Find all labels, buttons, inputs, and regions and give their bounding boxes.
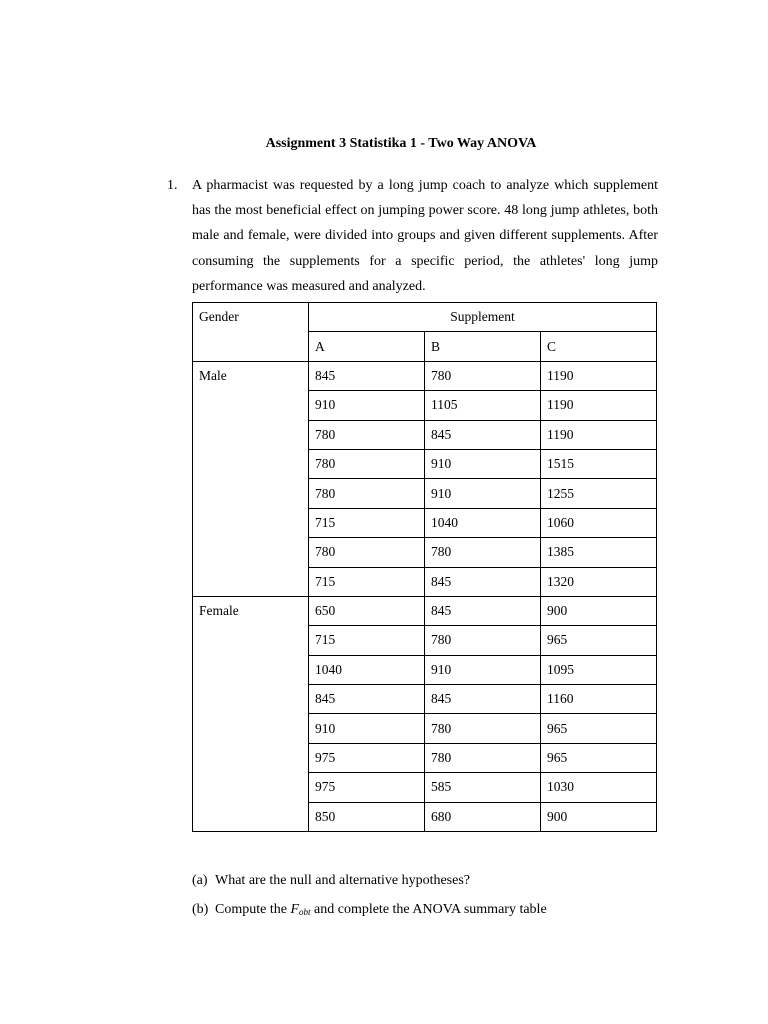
score-cell-a: 850 (309, 802, 425, 831)
score-cell-c: 900 (541, 802, 657, 831)
score-cell-c: 1095 (541, 655, 657, 684)
score-cell-a: 910 (309, 714, 425, 743)
assignment-title: Assignment 3 Statistika 1 - Two Way ANOVA (265, 136, 537, 151)
score-cell-b: 780 (425, 743, 541, 772)
score-cell-a: 715 (309, 508, 425, 537)
subquestion-b (192, 902, 547, 918)
gender-header: Gender (193, 303, 309, 362)
score-cell-a: 845 (309, 685, 425, 714)
score-cell-c: 1515 (541, 449, 657, 478)
score-cell-a: 975 (309, 773, 425, 802)
column-header-a: A (309, 332, 425, 361)
score-cell-c: 1030 (541, 773, 657, 802)
supplement-data-table (192, 302, 657, 832)
table-header-row (193, 303, 657, 332)
score-cell-b: 780 (425, 361, 541, 390)
f-symbol: F (290, 902, 299, 917)
table-body (193, 303, 657, 832)
score-cell-c: 1320 (541, 567, 657, 596)
score-cell-c: 1160 (541, 685, 657, 714)
score-cell-b: 845 (425, 567, 541, 596)
score-cell-a: 845 (309, 361, 425, 390)
table-row (193, 596, 657, 625)
score-cell-c: 1255 (541, 479, 657, 508)
score-cell-c: 1190 (541, 420, 657, 449)
supplement-header: Supplement (309, 303, 657, 332)
score-cell-b: 780 (425, 626, 541, 655)
score-cell-a: 975 (309, 743, 425, 772)
score-cell-b: 780 (425, 714, 541, 743)
score-cell-a: 780 (309, 538, 425, 567)
f-subscript: obt (299, 907, 311, 917)
score-cell-a: 910 (309, 391, 425, 420)
score-cell-c: 965 (541, 714, 657, 743)
subquestion-a-label: (a) (192, 873, 208, 888)
score-cell-c: 965 (541, 743, 657, 772)
gender-label: Male (193, 361, 309, 596)
score-cell-c: 965 (541, 626, 657, 655)
score-cell-b: 680 (425, 802, 541, 831)
column-header-b: B (425, 332, 541, 361)
score-cell-a: 715 (309, 567, 425, 596)
score-cell-b: 780 (425, 538, 541, 567)
question-number: 1. (167, 178, 178, 193)
score-cell-b: 910 (425, 479, 541, 508)
score-cell-c: 1385 (541, 538, 657, 567)
score-cell-b: 845 (425, 685, 541, 714)
subquestion-b-text-pre: Compute the (215, 902, 291, 917)
score-cell-c: 1190 (541, 361, 657, 390)
subquestion-b-text-post: and complete the ANOVA summary table (310, 902, 547, 917)
score-cell-b: 1040 (425, 508, 541, 537)
score-cell-a: 780 (309, 449, 425, 478)
question-text: A pharmacist was requested by a long jump coach to analyze which supplement has the most beneficial effect on jumping power score. 48 long jump athletes, both male and female, were divided into groups and given different supplements. After consuming the supplements for a specific period, the athletes' long jump performance was measured and analyzed. (192, 178, 658, 294)
score-cell-b: 845 (425, 420, 541, 449)
subquestion-b-label: (b) (192, 902, 209, 917)
score-cell-a: 715 (309, 626, 425, 655)
subquestion-a-text: What are the null and alternative hypotheses? (215, 873, 471, 888)
score-cell-b: 1105 (425, 391, 541, 420)
score-cell-a: 1040 (309, 655, 425, 684)
score-cell-b: 845 (425, 596, 541, 625)
table-row (193, 361, 657, 390)
score-cell-a: 780 (309, 420, 425, 449)
score-cell-a: 780 (309, 479, 425, 508)
score-cell-b: 910 (425, 655, 541, 684)
score-cell-b: 910 (425, 449, 541, 478)
score-cell-b: 585 (425, 773, 541, 802)
score-cell-a: 650 (309, 596, 425, 625)
column-header-c: C (541, 332, 657, 361)
subquestion-a (192, 873, 470, 889)
score-cell-c: 1060 (541, 508, 657, 537)
score-cell-c: 900 (541, 596, 657, 625)
gender-label: Female (193, 596, 309, 831)
score-cell-c: 1190 (541, 391, 657, 420)
